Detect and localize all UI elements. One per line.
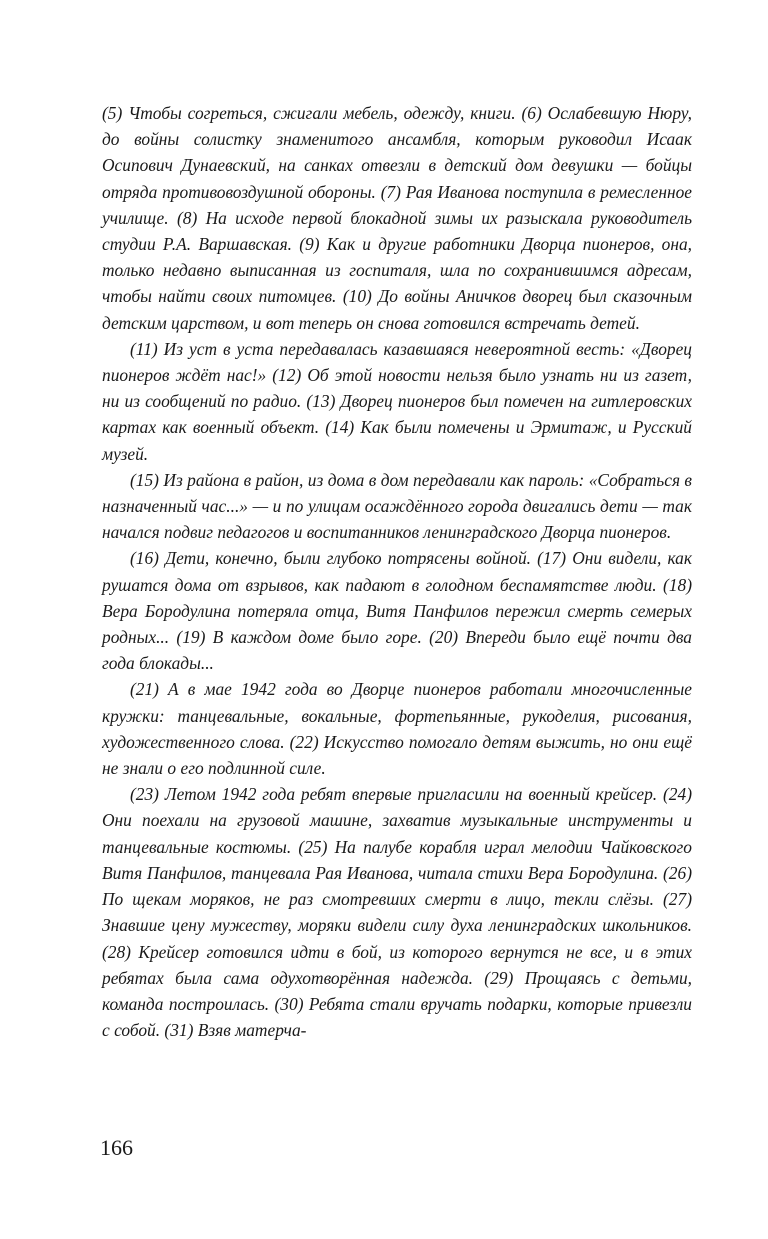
paragraph-2: (11) Из уст в уста передавалась казавшаяся невероятной весть: «Дворец пионеров ждёт нас!» (12) Об этой новости нельзя было узнать ни из газет, ни из сообщений по радио. (13) Дворец пионеров был помечен на гитлеровских картах как военный объект. (14) Как были помечены и Эрмитаж, и Русский музей. (102, 338, 692, 464)
paragraph-5: (21) А в мае 1942 года во Дворце пионеров работали многочисленные кружки: танцевальные, вокальные, фортепьянные, рукоделия, рисования, художественного слова. (22) Искусство помогало детям выжить, но они ещё не знали о его подлинной силе. (102, 679, 692, 779)
paragraph-1: (5) Чтобы согреться, сжигали мебель, одежду, книги. (6) Ослабевшую Нюру, до войны солистку знаменитого ансамбля, которым руководил Исаак Осипович Дунаевский, на санках отвезли в детский дом девушки — бойцы отряда противовоздушной обороны. (7) Рая Иванова поступила в ремесленное училище. (8) На исходе первой блокадной зимы их разыскала руководитель студии Р.А. Варшавская. (9) Как и другие работники Дворца пионеров, она, только недавно выписанная из госпиталя, шла по сохранившимся адресам, чтобы найти своих питомцев. (10) До войны Аничков дворец был сказочным детским царством, и вот теперь он снова готовился встречать детей. (102, 103, 692, 333)
body-text (102, 100, 692, 1043)
paragraph-6: (23) Летом 1942 года ребят впервые пригласили на военный крейсер. (24) Они поехали на грузовой машине, захватив музыкальные инструменты и танцевальные костюмы. (25) На палубе корабля играл мелодии Чайковского Витя Панфилов, танцевала Рая Иванова, читала стихи Вера Бородулина. (26) По щекам моряков, не раз смотревших смерти в лицо, текли слёзы. (27) Знавшие цену мужеству, моряки видели силу духа ленинградских школьников. (28) Крейсер готовился идти в бой, из которого вернутся не все, и в этих ребятах была сама одухотворённая надежда. (29) Прощаясь с детьми, команда построилась. (30) Ребята стали вручать подарки, которые привезли с собой. (31) Взяв матерча- (102, 784, 692, 1041)
paragraph-3: (15) Из района в район, из дома в дом передавали как пароль: «Собраться в назначенный час...» — и по улицам осаждённого города двигались дети — так начался подвиг педагогов и воспитанников ленинградского Дворца пионеров. (102, 469, 692, 543)
page-number: 166 (100, 1135, 133, 1160)
paragraph-4: (16) Дети, конечно, были глубоко потрясены войной. (17) Они видели, как рушатся дома от взрывов, как падают в голодном беспамятстве люди. (18) Вера Бородулина потеряла отца, Витя Панфилов пережил смерть семерых родных... (19) В каждом доме было горе. (20) Впереди было ещё почти два года блокады... (102, 548, 692, 674)
